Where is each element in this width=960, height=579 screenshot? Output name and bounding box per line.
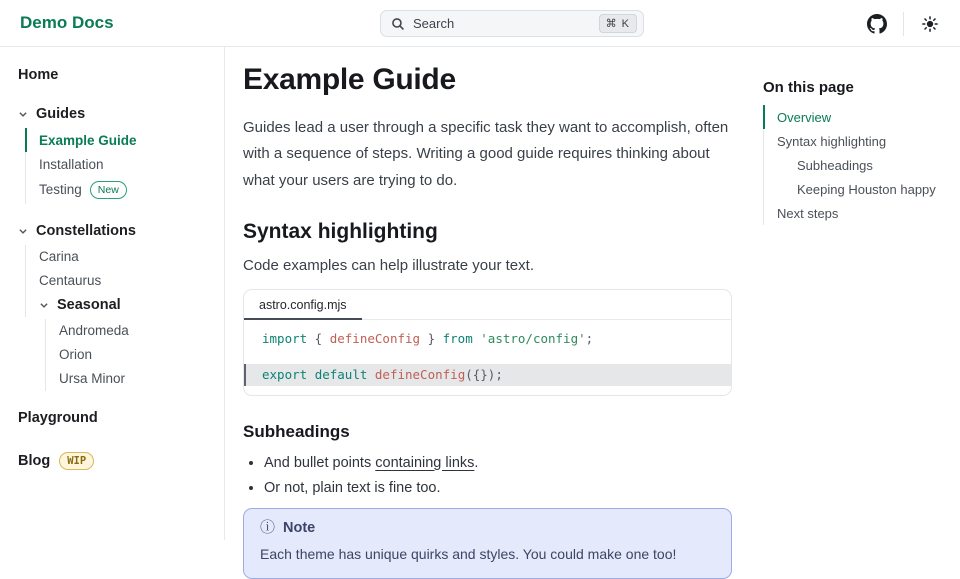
theme-toggle-button[interactable] xyxy=(918,12,942,36)
chevron-down-icon xyxy=(18,109,28,119)
code-tab-bar xyxy=(244,290,731,320)
code-token: from xyxy=(442,330,473,346)
toc-item-keeping-houston-happy[interactable]: Keeping Houston happy xyxy=(763,177,950,201)
sidebar-item-example-guide[interactable] xyxy=(25,128,212,152)
sidebar-item-centaurus[interactable] xyxy=(25,269,212,293)
code-token: { xyxy=(307,330,330,346)
toc-heading: On this page xyxy=(763,79,854,96)
code-token: ; xyxy=(585,330,594,346)
code-tab-filename[interactable]: astro.config.mjs xyxy=(244,290,362,320)
sidebar-group-label: Seasonal xyxy=(57,296,121,313)
sidebar-item-label: Andromeda xyxy=(59,323,129,338)
sidebar-item-carina[interactable] xyxy=(25,245,212,269)
sidebar-item-installation[interactable] xyxy=(25,152,212,176)
heading-subheadings: Subheadings xyxy=(243,421,350,441)
sidebar-item-label: Example Guide xyxy=(39,132,137,148)
containing-links-link[interactable]: containing links xyxy=(375,454,475,471)
search-icon xyxy=(391,17,405,31)
note-header xyxy=(260,520,715,536)
code-token xyxy=(367,367,375,382)
sidebar-item-label: Centaurus xyxy=(39,273,102,288)
sidebar-item-label: Testing xyxy=(39,182,82,198)
code-line-highlighted xyxy=(244,364,731,386)
main-content xyxy=(243,47,732,562)
header-actions xyxy=(865,0,942,47)
sidebar-item-label: Installation xyxy=(39,156,104,172)
sidebar-item-playground[interactable]: Playground xyxy=(18,409,98,426)
search-placeholder: Search xyxy=(413,16,455,31)
code-token xyxy=(307,367,315,382)
sidebar-item-orion[interactable] xyxy=(45,343,212,367)
sidebar-item-ursa-minor[interactable] xyxy=(45,367,212,391)
code-token: defineConfig xyxy=(329,330,421,346)
sidebar-group-constellations xyxy=(18,219,212,391)
code-token: 'astro/config' xyxy=(480,330,586,346)
info-icon: ⓘ xyxy=(260,519,276,536)
note-callout xyxy=(243,508,732,579)
heading-syntax-highlighting: Syntax highlighting xyxy=(243,219,438,243)
code-token: } xyxy=(420,330,443,346)
sidebar-item-label: Orion xyxy=(59,347,93,362)
new-badge: New xyxy=(90,181,127,200)
sidebar-nav xyxy=(0,47,225,540)
on-this-page-nav xyxy=(732,47,960,540)
wip-badge: WIP xyxy=(59,452,94,471)
list-item xyxy=(264,455,732,471)
code-body xyxy=(244,320,731,395)
search-shortcut-badge: ⌘ K xyxy=(599,14,637,33)
code-token: defineConfig xyxy=(374,366,466,382)
code-token: default xyxy=(314,366,368,382)
note-title: Note xyxy=(283,519,316,536)
code-line xyxy=(244,350,731,364)
bullet-text: And bullet points xyxy=(264,454,376,471)
sidebar-item-blog[interactable] xyxy=(18,448,212,475)
bullet-text: . xyxy=(474,454,479,471)
toc-item-subheadings[interactable]: Subheadings xyxy=(763,153,950,177)
sidebar-group-guides xyxy=(18,102,212,204)
toc-item-overview[interactable]: Overview xyxy=(763,105,950,129)
sidebar-group-seasonal-toggle[interactable] xyxy=(25,293,212,317)
sun-icon xyxy=(921,15,939,33)
sidebar-group-guides-toggle[interactable] xyxy=(18,102,212,126)
sidebar-item-testing[interactable] xyxy=(25,176,212,204)
note-body: Each theme has unique quirks and styles. You could make one too! xyxy=(260,545,677,562)
bullet-text: Or not, plain text is fine too. xyxy=(264,479,441,496)
sidebar-item-andromeda[interactable] xyxy=(45,319,212,343)
sidebar-group-constellations-toggle[interactable] xyxy=(18,219,212,243)
site-logo[interactable]: Demo Docs xyxy=(20,13,114,32)
sidebar-item-label: Carina xyxy=(39,249,79,264)
site-header xyxy=(0,0,960,47)
code-token: import xyxy=(262,330,308,346)
chevron-down-icon xyxy=(18,226,28,236)
sidebar-item-label: Blog xyxy=(18,452,51,469)
sidebar-item-label: Ursa Minor xyxy=(59,371,126,386)
bullet-list xyxy=(243,455,732,496)
chevron-down-icon xyxy=(39,300,49,310)
search-input[interactable] xyxy=(380,10,644,37)
github-button[interactable] xyxy=(865,12,889,36)
syntax-paragraph: Code examples can help illustrate your text. xyxy=(243,256,534,274)
code-token: export xyxy=(262,366,308,382)
intro-paragraph: Guides lead a user through a specific task they want to accomplish, often with a sequence of steps. Writing a good guide requires thinking about what your users are trying to do. xyxy=(243,119,729,189)
code-line xyxy=(244,328,731,350)
sidebar-item-home[interactable]: Home xyxy=(18,67,59,83)
toc-item-syntax-highlighting[interactable]: Syntax highlighting xyxy=(763,129,950,153)
page-title: Example Guide xyxy=(243,63,456,96)
code-block xyxy=(243,289,732,396)
code-token: ({}); xyxy=(465,366,503,382)
sidebar-group-label: Constellations xyxy=(36,222,136,239)
header-divider xyxy=(903,12,904,36)
list-item xyxy=(264,480,732,496)
toc-item-next-steps[interactable]: Next steps xyxy=(763,201,950,225)
github-icon xyxy=(867,14,887,34)
sidebar-group-label: Guides xyxy=(36,106,86,122)
